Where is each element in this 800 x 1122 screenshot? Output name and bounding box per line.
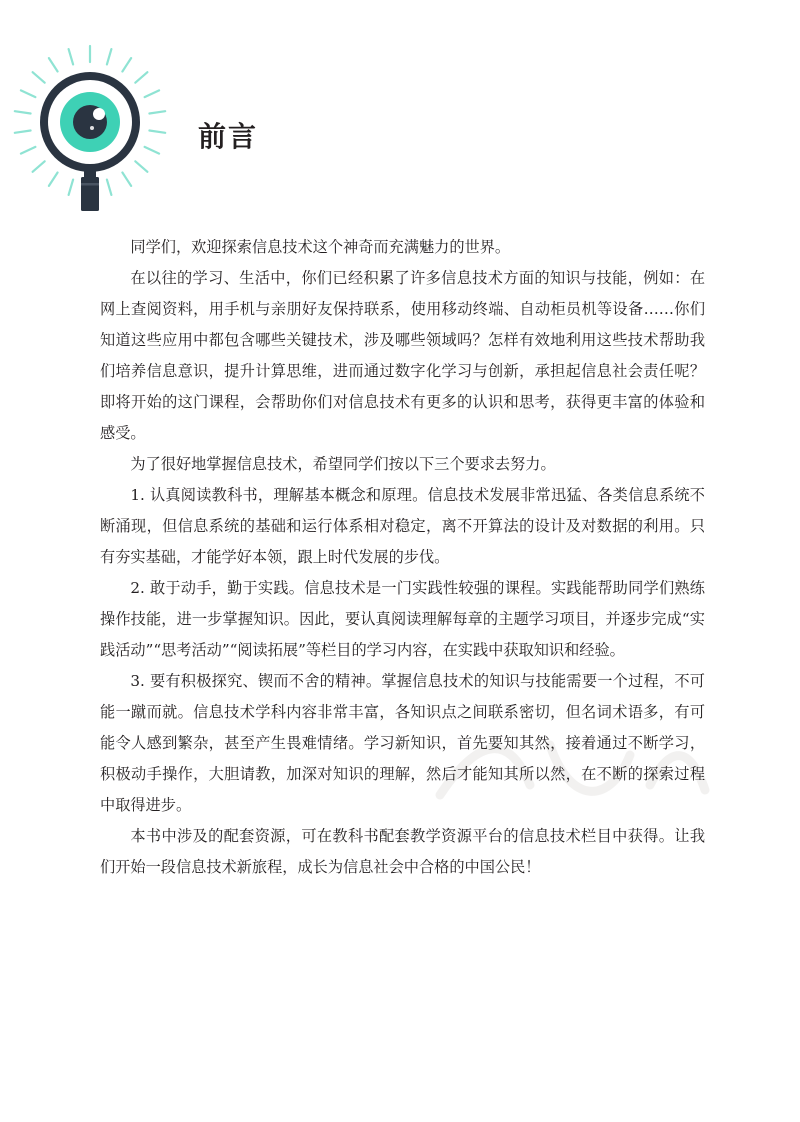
decorative-ray (69, 180, 74, 195)
decorative-ray (145, 147, 160, 154)
paragraph-greeting: 同学们，欢迎探索信息技术这个神奇而充满魅力的世界。 (130, 238, 511, 256)
paragraph-intro: 在以往的学习、生活中，你们已经积累了许多信息技术方面的知识与技能，例如：在网上查阅资料，用手机与亲朋好友保持联系，使用移动终端、自动柜员机等设备……你们知道这些应用中都包含哪些关键技术，涉及哪些领域吗？怎样有效地利用这些技术帮助我们培养信息意识，提升计算思维，进而通过数字化学习与创新，承担起信息社会责任呢？即将开始的这门课程，会帮助你们对信息技术有更多的认识和思考，获得更丰富的体验和感受。 (100, 269, 705, 442)
paragraph-requirement-1: 1. 认真阅读教科书，理解基本概念和原理。信息技术发展非常迅猛、各类信息系统不断涌现，但信息系统的基础和运行体系相对稳定，离不开算法的设计及对数据的利用。只有夯实基础，才能学好本领，跟上时代发展的步伐。 (100, 486, 705, 566)
decorative-ray (107, 180, 112, 195)
decorative-ray (149, 131, 165, 133)
decorative-ray (33, 161, 45, 172)
decorative-ray (21, 90, 36, 97)
paragraph-closing: 本书中涉及的配套资源，可在教科书配套教学资源平台的信息技术栏目中获得。让我们开始一段信息技术新旅程，成长为信息社会中合格的中国公民！ (100, 827, 705, 876)
paragraph-requirement-3: 3. 要有积极探究、锲而不舍的精神。掌握信息技术的知识与技能需要一个过程，不可能一蹴而就。信息技术学科内容非常丰富，各知识点之间联系密切，但名词术语多，有可能令人感到繁杂，甚至产生畏难情绪。学习新知识，首先要知其然，接着通过不断学习，积极动手操作，大胆请教，加深对知识的理解，然后才能知其所以然，在不断的探索过程中取得进步。 (100, 672, 705, 814)
decorative-ray (15, 131, 31, 133)
decorative-ray (107, 49, 112, 64)
decorative-ray (135, 72, 147, 83)
decorative-ray (122, 58, 131, 71)
decorative-ray (122, 173, 131, 186)
magnifier-eye-icon (0, 40, 180, 220)
preface-body (100, 232, 705, 883)
decorative-ray (49, 173, 58, 186)
decorative-ray (135, 161, 147, 172)
decorative-ray (33, 72, 45, 83)
paragraph-requirement-2: 2. 敢于动手，勤于实践。信息技术是一门实践性较强的课程。实践能帮助同学们熟练操作技能，进一步掌握知识。因此，要认真阅读理解每章的主题学习项目，并逐步完成“实践活动”“思考活动”“阅读拓展”等栏目的学习内容，在实践中获取知识和经验。 (100, 579, 705, 659)
decorative-ray (15, 111, 31, 113)
paragraph-requirements: 为了很好地掌握信息技术，希望同学们按以下三个要求去努力。 (130, 455, 556, 473)
decorative-ray (49, 58, 58, 71)
decorative-ray (21, 147, 36, 154)
decorative-ray (149, 111, 165, 113)
decorative-ray (145, 90, 160, 97)
page-title: 前言 (198, 120, 259, 153)
decorative-ray (69, 49, 74, 64)
